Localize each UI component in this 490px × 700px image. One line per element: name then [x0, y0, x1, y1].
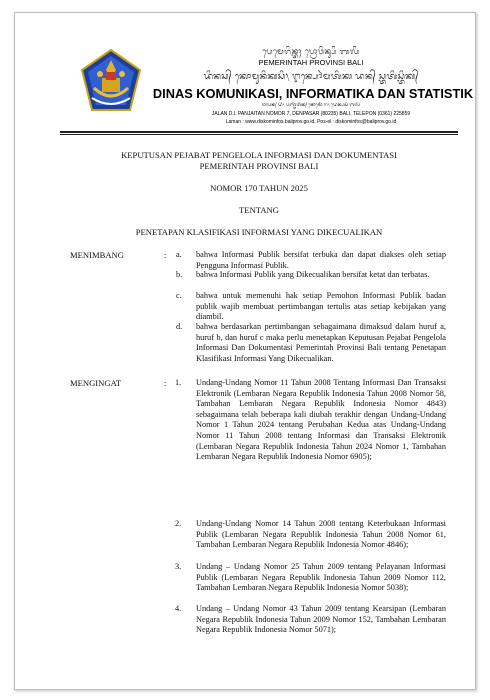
mengingat-mark-1: 1.	[175, 378, 182, 387]
decree-title-line-2: PEMERINTAH PROVINSI BALI	[199, 161, 319, 171]
letterhead-script-line-2: ᬤᬶᬦᬲ᭄ ᬓᭀᬫᬸᬦᬶᬓᬲᬶ᭞ ᬇᬦ᭄ᬧᭀᬃᬫᬢᬶᬓ ᬤᬦ᭄ ᬲ᭄ᬢᬢᬶᬲ᭄ᬢᬶᬓ᭄	[203, 71, 419, 81]
letterhead-province: PEMERINTAH PROVINSI BALI	[258, 58, 364, 67]
letterhead-script-line-3: ᬚᬮᬦ᭄ ᬤᬶ᭞ ᬧᬜ᭄ᬚᬶᬢᬶᬦ᭄ ᬦᭀᬫᭀᬃ ᬭ᭞ ᬤᬾᬦ᭄ᬧᬲᬃ ᬩᬮᬶ	[261, 102, 361, 107]
menimbang-mark-a: a.	[176, 250, 182, 259]
menimbang-item-c: bahwa untuk memenuhi hak setiap Pemohon Informasi Publik badan publik wajib membuat pertimbangan tertulis atas setiap kebijakan yang diambil.	[196, 291, 446, 322]
mengingat-item-3: Undang – Undang Nomor 25 Tahun 2009 tentang Pelayanan Informasi Publik (Lembaran Negara Republik Indonesia Tahun 2009 Nomor 112, Tambahan Lembaran Negara Republik Indonesia Nomor 5038);	[196, 562, 446, 593]
mengingat-mark-2: 2.	[175, 519, 182, 528]
decree-subject: PENETAPAN KLASIFIKASI INFORMASI YANG DIKECUALIKAN	[135, 227, 383, 237]
mengingat-colon: :	[164, 378, 167, 388]
menimbang-label: MENIMBANG	[70, 250, 124, 260]
letterhead-address: JALAN D.I. PANJAITAN NOMOR 7, DENPASAR (80235) BALI, TELEPON (0361) 225859	[211, 111, 411, 117]
menimbang-item-d: bahwa berdasarkan pertimbangan sebagaimana dimaksud dalam huruf a, huruf b, dan huruf c maka perlu menetapkan Keputusan Pejabat Pengelola Informasi Dan Dokumentasi Pemerintah Provinsi Bali tentang Penetapan Klasifikasi Informasi Yang Dikecualikan.	[196, 322, 446, 363]
menimbang-mark-d: d.	[176, 322, 183, 331]
mengingat-item-1: Undang-Undang Nomor 11 Tahun 2008 Tentang Informasi Dan Transaksi Elektronik (Lembaran Negara Republik Indonesia Tahun 2008 Nomor 58, Tambahan Lembaran Negara Republik Indonesia Nomor 4843) sebagaimana telah beberapa kali diubah terakhir dengan Undang-Undang Nomor 1 Tahun 2024 tentang Perubahan Kedua atas Undang-Undang Nomor 11 Tahun 2008 tentang Informasi dan Transaksi Elektronik (Lembaran Negara Republik Indonesia Tahun 2024 Nomor 1, Tambahan Lembaran Negara Republik Indonesia Nomor 6905);	[196, 378, 446, 462]
decree-about: TENTANG	[239, 205, 279, 215]
decree-number: NOMOR 170 TAHUN 2025	[210, 183, 308, 193]
mengingat-item-4: Undang – Undang Nomor 43 Tahun 2009 tentang Kearsipan (Lembaran Negara Republik Indonesia Tahun 2009 Nomor 152, Tambahan Lembaran Negara Republik Indonesia Nomor 5071);	[196, 604, 446, 635]
mengingat-mark-3: 3.	[175, 562, 182, 571]
menimbang-item-b: bahwa Informasi Publik yang Dikecualikan bersifat ketat dan terbatas.	[196, 270, 430, 279]
menimbang-item-a: bahwa Informasi Publik bersifat terbuka dan dapat diakses oleh setiap Pengguna Informasi Publik.	[196, 250, 446, 270]
letterhead-rule-thick	[60, 131, 458, 133]
letterhead-agency: DINAS KOMUNIKASI, INFORMATIKA DAN STATISTIK	[152, 86, 474, 101]
letterhead-web: Laman : www.diskominfos.baliprov.go.id, Pos-el : diskominfos@baliprov.go.id	[225, 119, 397, 125]
menimbang-mark-c: c.	[176, 291, 182, 300]
decree-title-line-1: KEPUTUSAN PEJABAT PENGELOLA INFORMASI DAN DOKUMENTASI	[121, 150, 397, 160]
bali-province-emblem-icon	[80, 48, 142, 114]
mengingat-item-2: Undang-Undang Nomor 14 Tahun 2008 tentang Keterbukaan Informasi Publik (Lembaran Negara Republik Indonesia Tahun 2008 Nomor 61, Tambahan Lembaran Negara Republik Indonesia Nomor 4846);	[196, 519, 446, 550]
menimbang-colon: :	[164, 250, 167, 260]
letterhead-script-line-1: ᬧᬾᬫᬾᬭᬶᬦ᭄ᬢᬄ ᬧ᭄ᬭᭀᬯᬶᬦ᭄ᬲᬶ ᬩᬮᬶ	[262, 47, 360, 56]
letterhead-rule-thin	[60, 134, 458, 135]
mengingat-mark-4: 4.	[175, 604, 182, 613]
menimbang-mark-b: b.	[176, 270, 183, 279]
mengingat-label: MENGINGAT	[70, 378, 122, 388]
